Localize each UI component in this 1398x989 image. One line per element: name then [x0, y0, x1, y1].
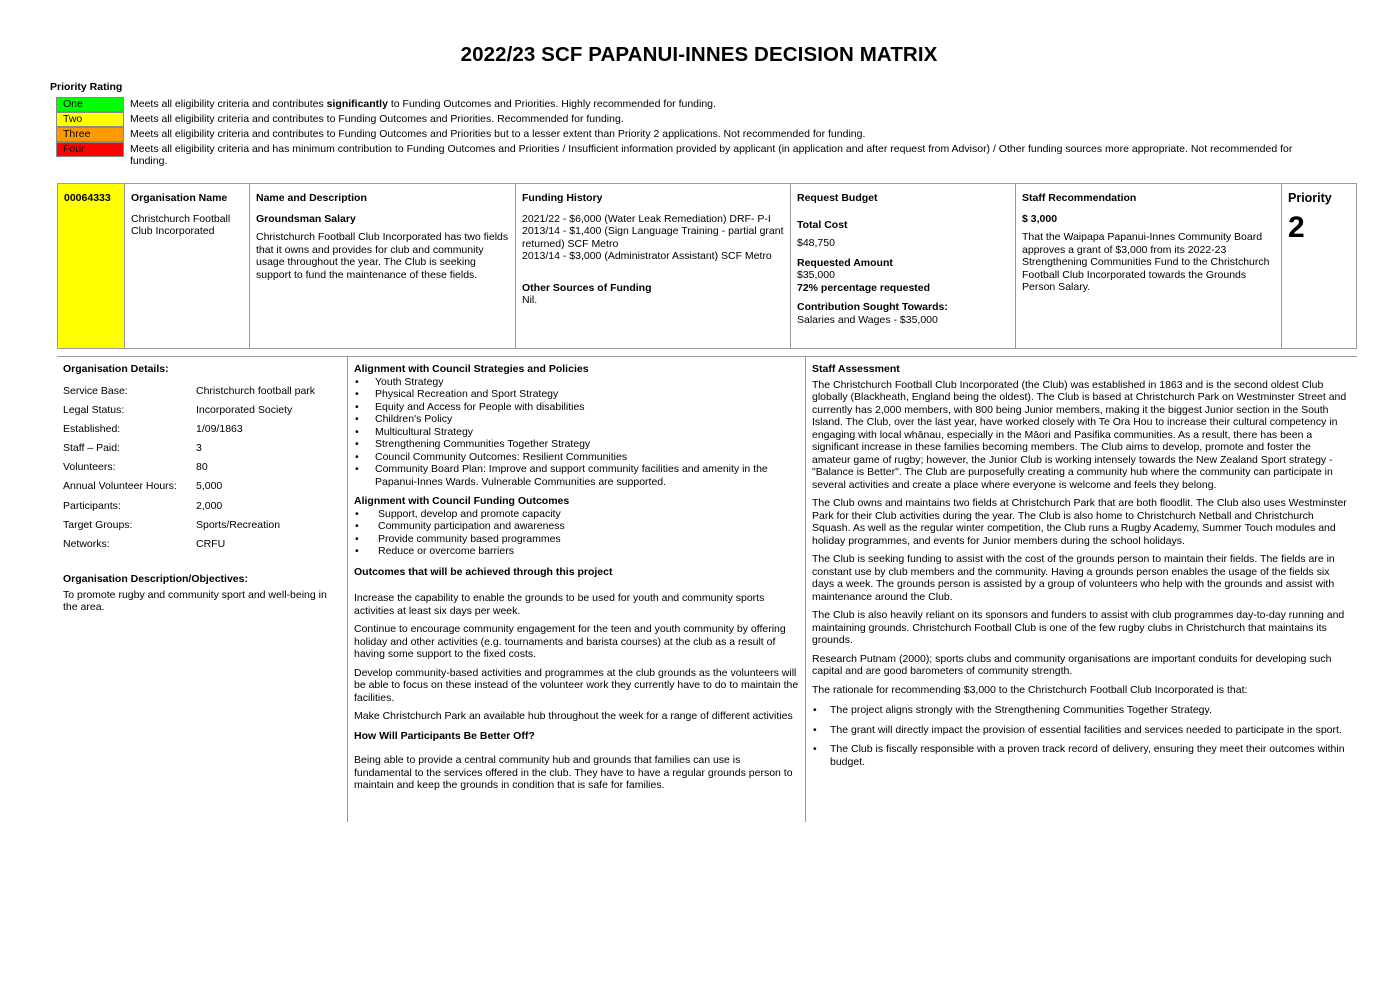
organisation-description-heading: Organisation Description/Objectives:: [63, 573, 248, 586]
funding-outcomes-heading: Alignment with Council Funding Outcomes: [354, 495, 570, 507]
detail-key: Networks:: [63, 538, 110, 550]
assessment-paragraph: The Christchurch Football Club Incorporated (the Club) was established in 1863 and is the second oldest Club globally (Blackheath, England being the oldest). The Club is based at Christchurch Park on Westminster Street and currently has 2,000 members, with 800 being Junior members, making it the biggest Junior section in the South Island. The Club, over the last year, have worked closely with Te Ora Hou to increase their cultural competency in engaging with local whānau, especially in the Māori and Pasifika communities. As a result, there has been a significant increase in these families becoming members. The Club aims to develop, promote and foster the amateur game of rugby; however, the Junior Club is working intensely towards the New Zealand Sport strategy - "Balance is Better". The Club are purposefully creating a community hub where the community can participate in several activities and create a place where everyone is welcome and feels they belong.: [812, 378, 1347, 491]
page-title: 2022/23 SCF PAPANUI-INNES DECISION MATRIX: [460, 43, 938, 66]
organisation-description: To promote rugby and community sport and well-being in the area.: [63, 588, 327, 614]
request-budget-heading: Request Budget: [797, 192, 878, 204]
detail-key: Annual Volunteer Hours:: [63, 480, 177, 493]
achieved-outcomes-heading: Outcomes that will be achieved through this project: [354, 565, 613, 578]
staff-recommendation-cell: [1016, 184, 1282, 348]
strategies-list: [354, 376, 799, 489]
other-sources-value: Nil.: [522, 294, 538, 306]
assessment-paragraph: The rationale for recommending $3,000 to the Christchurch Football Club Incorporated is that:: [812, 683, 1248, 696]
requested-percentage: 72% percentage requested: [797, 281, 931, 294]
priority-rating-heading: Priority Rating: [50, 81, 123, 93]
priority-row-one: [56, 97, 1326, 112]
detail-value: Sports/Recreation: [196, 518, 281, 531]
list-item: • Children's Policy: [354, 413, 799, 426]
detail-key: Participants:: [63, 499, 121, 512]
requested-amount-value: $35,000: [797, 269, 835, 281]
detail-row: [63, 500, 341, 519]
staff-recommendation-heading: Staff Recommendation: [1022, 192, 1137, 204]
priority-row-three: [56, 127, 1326, 142]
funding-history-item: 2021/22 - $6,000 (Water Leak Remediation) DRF- P-I: [522, 212, 771, 225]
rationale-list: [812, 704, 1351, 768]
detail-row: [63, 442, 341, 461]
other-sources-heading: Other Sources of Funding: [522, 281, 652, 294]
organisation-name: Christchurch Football Club Incorporated: [131, 212, 231, 237]
detail-row: [63, 519, 341, 538]
contribution-value: Salaries and Wages - $35,000: [797, 313, 938, 326]
total-cost-value: $48,750: [797, 237, 835, 249]
detail-value: Incorporated Society: [196, 403, 293, 416]
detail-row: [63, 461, 341, 480]
staff-assessment-heading: Staff Assessment: [812, 363, 900, 375]
funding-history-cell: [516, 184, 791, 348]
achieved-outcome: Continue to encourage community engagement for the teen and youth community by offering holiday and other activities (e.g. tournaments and barista courses) at the club as a result of having some support to the fixed costs.: [354, 623, 786, 660]
detail-key: Legal Status:: [63, 403, 125, 416]
list-item: • Physical Recreation and Sport Strategy: [354, 388, 799, 401]
detail-row: [63, 480, 341, 499]
detail-key: Service Base:: [63, 384, 128, 397]
better-off-text: Being able to provide a central community hub and grounds that families can use is fundamental to the services offered in the club. They have to have a regular grounds person to maintain and keep the grounds in condition that is safe for families.: [354, 754, 793, 791]
priority-swatch-three: Three: [56, 127, 124, 142]
assessment-paragraph: Research Putnam (2000); sports clubs and community organisations are important conduits for developing such capital and are good barometers of community strength.: [812, 652, 1332, 677]
list-item: • Strengthening Communities Together Strategy: [354, 438, 799, 451]
detail-key: Staff – Paid:: [63, 442, 121, 455]
name-description-heading: Name and Description: [256, 192, 367, 204]
project-description: Christchurch Football Club Incorporated has two fields that it owns and provides for club and community usage throughout the year. The Club is seeking support to fund the maintenance of these fields.: [256, 231, 509, 281]
priority-heading: Priority: [1288, 191, 1332, 205]
requested-amount-label: Requested Amount: [797, 256, 893, 269]
funding-history-item: 2013/14 - $1,400 (Sign Language Training - partial grant returned) SCF Metro: [522, 225, 784, 250]
staff-recommendation-text: That the Waipapa Papanui-Innes Community Board approves a grant of $3,000 from its 2022-23 Strengthening Communities Fund to the Christchurch Football Club Incorporated towards the Grounds Person Salary.: [1022, 231, 1270, 293]
priority-swatch-two: Two: [56, 112, 124, 127]
list-item: • The grant will directly impact the provision of essential facilities and services needed to participate in the sport.: [812, 724, 1351, 737]
detail-value: CRFU: [196, 538, 226, 550]
achieved-outcome: Make Christchurch Park an available hub throughout the week for a range of different activities: [354, 710, 793, 722]
detail-row: [63, 404, 341, 423]
detail-value: 2,000: [196, 499, 223, 512]
strategies-heading: Alignment with Council Strategies and Policies: [354, 363, 589, 375]
detail-value: 80: [196, 461, 208, 474]
list-item: • Council Community Outcomes: Resilient Communities: [354, 451, 799, 464]
list-item: • Youth Strategy: [354, 376, 799, 389]
priority-swatch-four: Four: [56, 142, 124, 157]
list-item: • Reduce or overcome barriers: [354, 545, 799, 558]
funding-outcomes-list: [354, 508, 799, 558]
application-id-cell: [58, 184, 125, 348]
better-off-heading: How Will Participants Be Better Off?: [354, 729, 535, 742]
organisation-name-cell: [125, 184, 250, 348]
list-item: • Equity and Access for People with disabilities: [354, 401, 799, 414]
name-description-cell: [250, 184, 516, 348]
detail-row: [63, 423, 341, 442]
detail-value: 1/09/1863: [196, 422, 243, 435]
assessment-paragraph: The Club is also heavily reliant on its sponsors and funders to assist with club programmes day-to-day running and maintaining grounds. Christchurch Football Club is one of the few rugby clubs in Christchurch that maintains its grounds.: [812, 609, 1345, 646]
organisation-details-heading: Organisation Details:: [63, 363, 169, 375]
application-summary-table: [57, 183, 1357, 349]
detail-value: 5,000: [196, 480, 223, 493]
list-item: • Provide community based programmes: [354, 533, 799, 546]
assessment-paragraph: The Club owns and maintains two fields at Christchurch Park that are both floodlit. The Club also uses Westminster Park for their Club activities during the year. The Club is also home to Christchurch Netball and Christchurch Squash. As well as the regular winter competition, the Club runs a Rugby Academy, Summer Touch modules and holiday programmes, and events for Junior members during the school holidays.: [812, 497, 1347, 547]
alignment-column: [348, 357, 806, 822]
detail-row: [63, 538, 341, 557]
contribution-label: Contribution Sought Towards:: [797, 301, 948, 313]
list-item: • Multicultural Strategy: [354, 426, 799, 439]
priority-text-four: Meets all eligibility criteria and has minimum contribution to Funding Outcomes and Priorities / Insufficient information provided by applicant (in application and after request from Advisor) / Other funding sources more appropriate. Not recommended for funding.: [130, 143, 1293, 168]
application-id: 00064333: [64, 192, 111, 204]
staff-assessment-column: [806, 357, 1357, 822]
priority-cell: [1282, 184, 1356, 348]
detail-row: [63, 385, 341, 404]
detail-key: Volunteers:: [63, 461, 116, 474]
staff-recommendation-amount: $ 3,000: [1022, 212, 1058, 225]
achieved-outcome: Increase the capability to enable the grounds to be used for youth and community sports activities at least six days per week.: [354, 592, 765, 617]
total-cost-label: Total Cost: [797, 218, 848, 231]
request-budget-cell: [791, 184, 1016, 348]
priority-row-four: [56, 142, 1326, 167]
list-item: • Community participation and awareness: [354, 520, 799, 533]
priority-swatch-one: One: [56, 97, 124, 112]
priority-row-two: [56, 112, 1326, 127]
achieved-outcome: Develop community-based activities and programmes at the club grounds as the volunteers will be able to focus on these instead of the volunteer work they currently have to do to maintain the facilities.: [354, 666, 799, 704]
funding-history-item: 2013/14 - $3,000 (Administrator Assistant) SCF Metro: [522, 250, 772, 262]
priority-text-two: Meets all eligibility criteria and contributes to Funding Outcomes and Priorities. Recommended for funding.: [130, 113, 624, 125]
priority-text-one: Meets all eligibility criteria and contributes significantly to Funding Outcomes and Priorities. Highly recommended for funding.: [130, 98, 716, 110]
detail-key: Target Groups:: [63, 518, 133, 531]
list-item: • The Club is fiscally responsible with a proven track record of delivery, ensuring they meet their outcomes within budget.: [812, 743, 1351, 768]
list-item: • Community Board Plan: Improve and support community facilities and amenity in the Papanui-Innes Wards. Vulnerable Communities are supported.: [354, 463, 799, 488]
assessment-paragraph: The Club is seeking funding to assist with the cost of the grounds person to maintain their fields. The fields are in constant use by club members and the community. Having a grounds person enables the usage of the fields six days a week. The grounds person is assisted by a group of volunteers who help with the grounds and assist with maintenance around the Club.: [812, 553, 1335, 603]
organisation-details-column: [57, 357, 348, 822]
organisation-name-heading: Organisation Name: [131, 192, 228, 204]
list-item: • The project aligns strongly with the Strengthening Communities Together Strategy.: [812, 704, 1351, 717]
detail-key: Established:: [63, 422, 121, 435]
project-name: Groundsman Salary: [256, 212, 356, 225]
priority-text-three: Meets all eligibility criteria and contributes to Funding Outcomes and Priorities but to a lesser extent than Priority 2 applications. Not recommended for funding.: [130, 128, 866, 140]
priority-rating-legend: [56, 97, 1326, 167]
priority-value: 2: [1288, 210, 1305, 244]
detail-value: 3: [196, 442, 202, 455]
list-item: • Support, develop and promote capacity: [354, 508, 799, 521]
detail-value: Christchurch football park: [196, 384, 316, 397]
funding-history-heading: Funding History: [522, 192, 603, 204]
